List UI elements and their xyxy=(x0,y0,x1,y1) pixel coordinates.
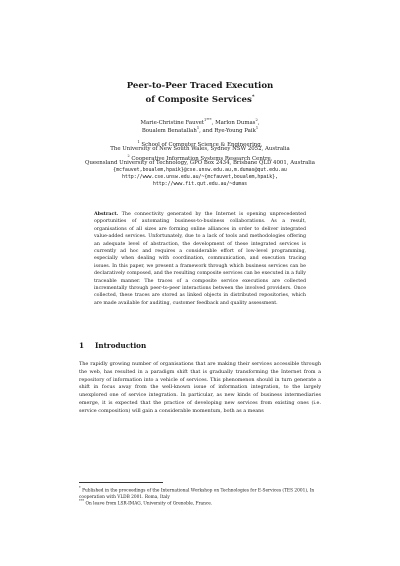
section-number: 1 xyxy=(79,341,85,350)
footnote-2 xyxy=(79,498,321,508)
affiliation-text: Cooperative Information Systems Research Centre, xyxy=(131,155,273,162)
author-emails: {mcfauvet,boualem,hpaik}@cse.unsw.edu.au,m.dumas@qut.edu.au xyxy=(113,167,287,173)
title-line-1: Peer-to-Peer Traced Execution xyxy=(126,81,274,91)
author-mark: 2 xyxy=(255,118,258,122)
author-sep: , xyxy=(257,119,260,126)
affiliation-text: School of Computer Science & Engineering, xyxy=(141,141,263,148)
affiliation-mark: 2 xyxy=(127,154,130,158)
abstract xyxy=(94,211,306,307)
affiliation-mark: 1 xyxy=(137,140,140,144)
title-footnote-mark: * xyxy=(251,94,255,100)
author-homepage-1: http://www.cse.unsw.edu.au/~{mcfauvet,boualem,hpaik}, xyxy=(121,174,279,180)
author-name: , Marlon Dumas xyxy=(211,119,256,126)
author-mark: 1*** xyxy=(203,118,212,122)
author-homepage-2: http://www.fit.qut.edu.au/~dumas xyxy=(152,181,248,187)
introduction-paragraph: The rapidly growing number of organisations that are making their services accessible through the web, has resulted in a paradigm shift that is gradually transforming the Internet from a repository of information into a vehicle of services. This phenomenon should in turn generate a shift in focus away from the well-known issue of information integration, to the largely unexplored one of service integration. In particular, as new kinds of business intermediaries emerge, it is expected that the practice of developing new services from existing ones (i.e. service composition) will gain a considerable momentum, both as a means xyxy=(79,361,321,414)
author-mark: 1 xyxy=(255,126,259,130)
footnote-mark: *** xyxy=(79,499,85,503)
title-line-2: of Composite Services xyxy=(145,94,252,105)
abstract-text: The connectivity generated by the Internet is opening unprecedented opportunities of automating business-to-business collaborations. As a result, organisations of all sizes are forming online alliances in order to deliver integrated value-added services. Unfortunately, due to a lack of tools and methodologies offering an adequate level of abstraction, the development of these integrated services is currently ad hoc and requires a considerable effort of low-level programming, especially when dealing with coordination, communication, and execution tracing issues. In this paper, we present a framework through which business services can be declaratively composed, and the resulting composite services can be executed in a fully traceable manner. The traces of a composite service executions are collected incrementally through peer-to-peer interactions between the involved providers. Once collected, these traces are stored as linked objects in distributed repositories, which are made available for auditing, customer feedback and quality assessment. xyxy=(94,212,306,306)
footnote-text: Published in the proceedings of the International Workshop on Technologies for E-Services (TES 2001), In cooperation with VLDB 2001. Roma, Italy xyxy=(79,488,315,500)
author-name: Marie-Christine Fauvet xyxy=(140,119,204,126)
author-name: Boualem Benatallah xyxy=(141,127,197,134)
paper-title-continued xyxy=(0,92,400,106)
paper-title xyxy=(0,81,400,92)
author-mark: 1 xyxy=(196,126,200,130)
footnote-mark: * xyxy=(79,486,81,490)
footnote-text: On leave from LSR-IMAG, University of Grenoble, France. xyxy=(85,501,213,507)
author-name: , and Rye-Young Paik xyxy=(199,127,256,134)
abstract-label: Abstract. xyxy=(94,212,119,217)
section-title: Introduction xyxy=(95,341,147,350)
affiliation-1-line-2: The University of New South Wales, Sydney NSW 2052, Australia xyxy=(110,146,290,152)
footnote-rule xyxy=(79,482,163,483)
affiliation-2-line-2: Queensland University of Technology, GPO Box 2434, Brisbane QLD 4001, Australia xyxy=(85,160,315,166)
authors-line-2 xyxy=(0,125,400,135)
section-heading xyxy=(79,341,146,350)
